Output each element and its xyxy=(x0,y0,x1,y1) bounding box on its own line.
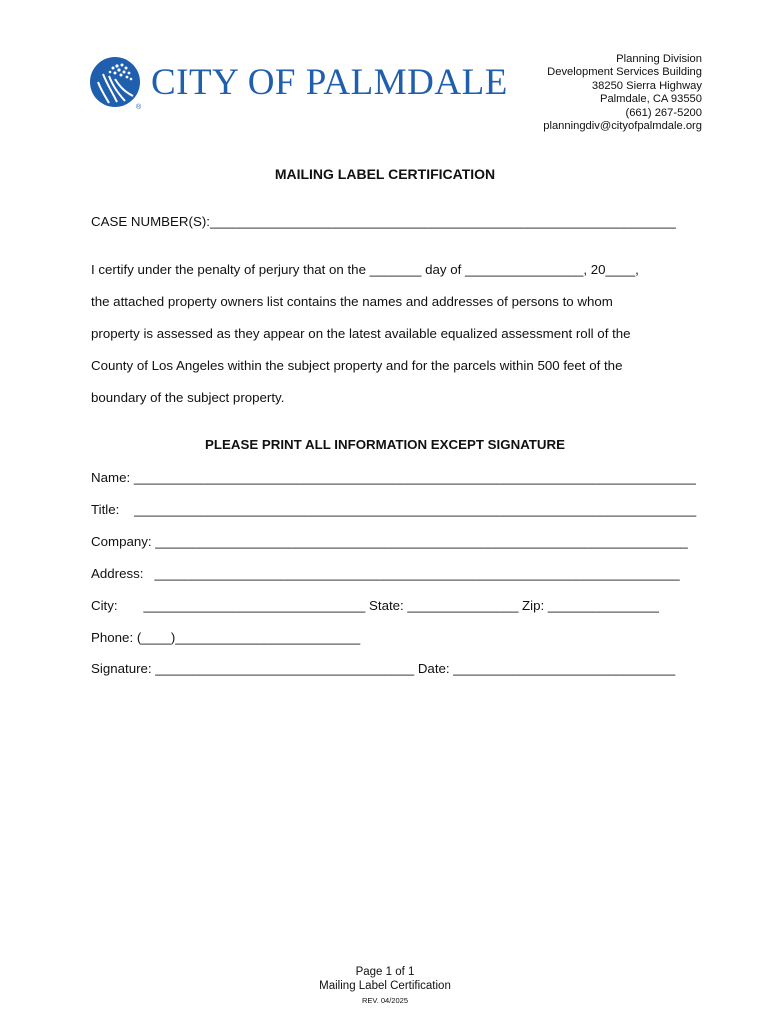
palmdale-emblem-icon xyxy=(89,54,145,110)
phone-field[interactable]: Phone: (____)_________________________ xyxy=(91,630,361,645)
name-field[interactable]: Name: ____________________________________________________________________________ xyxy=(91,470,696,485)
page-title: MAILING LABEL CERTIFICATION xyxy=(274,166,496,182)
city-state-zip: Palmdale, CA 93550 xyxy=(600,93,702,106)
registered-mark: ® xyxy=(136,104,142,110)
email-address[interactable]: planningdiv@cityofpalmdale.org xyxy=(543,120,702,133)
certify-statement[interactable]: I certify under the penalty of perjury that on the _______ day of ________________, 20____, xyxy=(91,262,639,277)
building-name: Development Services Building xyxy=(547,66,702,79)
certify-paragraph-line: boundary of the subject property. xyxy=(91,390,285,405)
document-name: Mailing Label Certification xyxy=(319,980,451,992)
certify-paragraph-line: the attached property owners list contains the names and addresses of persons to whom xyxy=(91,294,613,309)
page-number: Page 1 of 1 xyxy=(355,966,415,978)
phone-number: (661) 267-5200 xyxy=(625,106,702,119)
print-instruction: PLEASE PRINT ALL INFORMATION EXCEPT SIGNATURE xyxy=(204,437,565,452)
signature-date-field[interactable]: Signature: ___________________________________ Date: ______________________________ xyxy=(91,661,676,676)
certify-paragraph-line: property is assessed as they appear on the latest available equalized assessment roll of the xyxy=(91,326,631,341)
division-name: Planning Division xyxy=(616,53,702,65)
title-field[interactable]: Title: ____________________________________________________________________________ xyxy=(91,502,697,517)
certify-paragraph-line: County of Los Angeles within the subject property and for the parcels within 500 feet of the xyxy=(91,358,623,373)
case-number-field[interactable]: CASE NUMBER(S):_______________________________________________________________ xyxy=(91,214,676,229)
contact-block xyxy=(543,53,702,133)
city-state-zip-field[interactable]: City: ______________________________ State: _______________ Zip: _______________ xyxy=(91,598,659,613)
logo-wordmark: CITY OF PALMDALE xyxy=(151,61,508,103)
company-field[interactable]: Company: ________________________________________________________________________ xyxy=(91,534,688,549)
address-field[interactable]: Address: _______________________________________________________________________ xyxy=(91,566,680,581)
revision-date: REV. 04/2025 xyxy=(361,996,408,1005)
street-address: 38250 Sierra Highway xyxy=(591,79,702,92)
city-logo xyxy=(89,52,508,112)
